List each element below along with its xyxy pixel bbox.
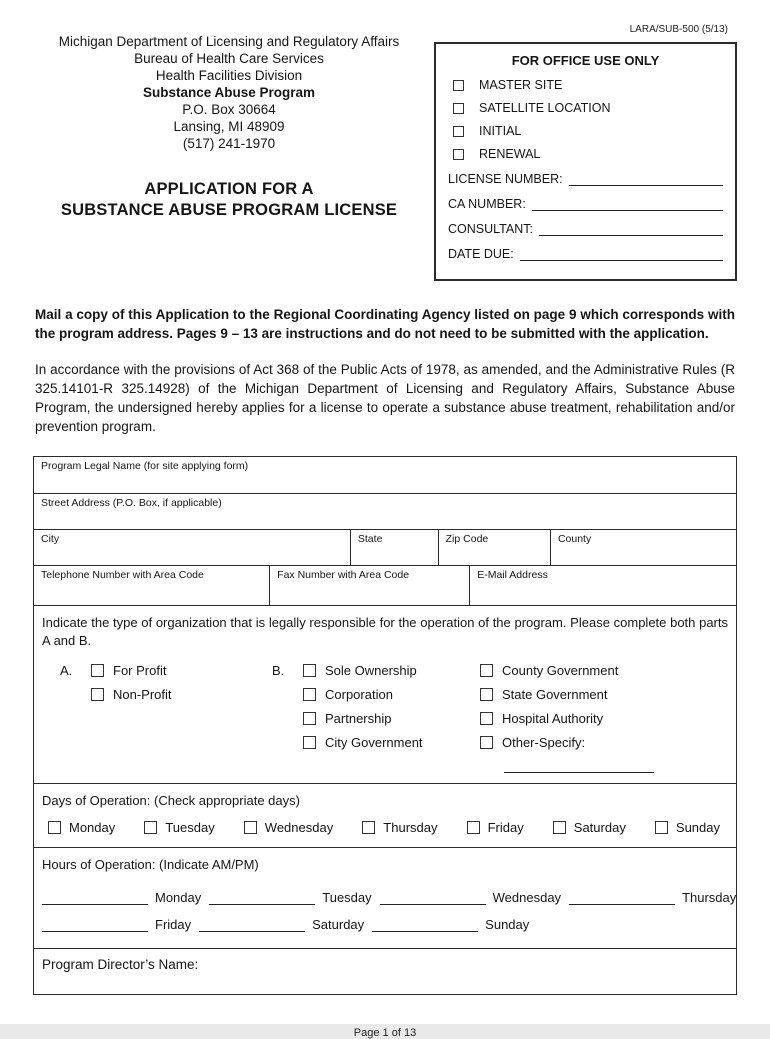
hours-row-1 (34, 874, 736, 905)
email-field[interactable] (469, 566, 736, 605)
agency-line: P.O. Box 30664 (182, 102, 276, 117)
hours-of-operation-row (34, 847, 736, 948)
tuesday-option (144, 820, 214, 835)
sunday-option (655, 820, 720, 835)
ca-number-row (448, 197, 723, 211)
sunday-label: Sunday (675, 820, 720, 835)
monday-hours (42, 890, 201, 905)
friday-label: Friday (487, 820, 524, 835)
street-address-label: Street Address (P.O. Box, if applicable) (41, 497, 222, 509)
sole-ownership-label: Sole Ownership (325, 663, 417, 678)
partnership-option (303, 711, 480, 726)
corporation-option (303, 687, 480, 702)
saturday-checkbox[interactable] (553, 821, 566, 834)
saturday-hours (199, 917, 364, 932)
street-address-row (34, 493, 736, 529)
city-government-option (303, 735, 480, 750)
initial-label: INITIAL (479, 124, 522, 138)
hospital-authority-checkbox[interactable] (480, 712, 493, 725)
zip-code-label: Zip Code (445, 533, 489, 545)
consultant-label: CONSULTANT: (448, 222, 533, 236)
monday-label: Monday (69, 820, 116, 835)
saturday-label: Saturday (573, 820, 626, 835)
wednesday-hours (380, 890, 561, 905)
tuesday-label: Tuesday (165, 820, 215, 835)
friday-hours-blank[interactable] (42, 919, 148, 932)
organization-type-row (34, 605, 736, 783)
friday-hours-label: Friday (155, 917, 192, 932)
saturday-hours-label: Saturday (312, 917, 365, 932)
thursday-hours-blank[interactable] (569, 892, 675, 905)
state-government-checkbox[interactable] (480, 688, 493, 701)
agency-line: Bureau of Health Care Services (134, 51, 324, 66)
corporation-label: Corporation (325, 687, 393, 702)
agency-line: Lansing, MI 48909 (173, 119, 285, 134)
part-a-column (60, 663, 272, 773)
date-due-blank[interactable] (520, 248, 723, 261)
wednesday-label: Wednesday (264, 820, 334, 835)
city-field[interactable] (34, 530, 350, 565)
state-field[interactable] (350, 530, 438, 565)
renewal-label: RENEWAL (479, 147, 541, 161)
license-number-row (448, 172, 723, 186)
form-number: LARA/SUB-500 (5/13) (629, 24, 728, 35)
mail-notice-paragraph: Mail a copy of this Application to the Regional Coordinating Agency listed on page 9 which corresponds with the program address. Pages 9 – 13 are instructions and do not need to be submitted with the application. (35, 307, 735, 341)
program-director-row (34, 948, 736, 994)
application-table (33, 456, 737, 995)
satellite-location-row (453, 101, 723, 115)
saturday-hours-blank[interactable] (199, 919, 305, 932)
telephone-field[interactable] (34, 566, 269, 605)
form-title-line2: SUBSTANCE ABUSE PROGRAM LICENSE (60, 201, 398, 219)
city-government-label: City Government (325, 735, 423, 750)
consultant-row (448, 222, 723, 236)
days-of-operation-section (34, 784, 736, 847)
sole-ownership-checkbox[interactable] (303, 664, 316, 677)
city-state-zip-county-row (34, 529, 736, 565)
page-number: Page 1 of 13 (353, 1027, 417, 1039)
form-title (33, 179, 425, 221)
thursday-checkbox[interactable] (362, 821, 375, 834)
county-label: County (557, 533, 592, 545)
thursday-option (362, 820, 437, 835)
city-government-checkbox[interactable] (303, 736, 316, 749)
initial-row (453, 124, 723, 138)
program-director-label: Program Director’s Name: (42, 957, 199, 972)
renewal-row (453, 147, 723, 161)
program-legal-name-row (34, 457, 736, 493)
hours-of-operation-section (34, 848, 736, 948)
county-field[interactable] (550, 530, 736, 565)
tuesday-checkbox[interactable] (144, 821, 157, 834)
organization-type-section (34, 606, 736, 783)
sunday-hours-blank[interactable] (372, 919, 478, 932)
hours-of-operation-label: Hours of Operation: (Indicate AM/PM) (42, 857, 259, 872)
agency-header (33, 30, 425, 221)
program-legal-name-field[interactable] (34, 457, 736, 493)
ca-number-blank[interactable] (532, 198, 723, 211)
friday-hours (42, 917, 191, 932)
license-number-label: LICENSE NUMBER: (448, 172, 563, 186)
state-government-option (480, 687, 710, 702)
hospital-authority-label: Hospital Authority (502, 711, 604, 726)
corporation-checkbox[interactable] (303, 688, 316, 701)
consultant-blank[interactable] (539, 223, 723, 236)
email-label: E-Mail Address (477, 569, 548, 581)
other-specify-checkbox[interactable] (480, 736, 493, 749)
for-profit-label: For Profit (113, 663, 167, 678)
thursday-hours (569, 890, 736, 905)
friday-checkbox[interactable] (467, 821, 480, 834)
organization-type-intro: Indicate the type of organization that is legally responsible for the operation of the program. Please complete both parts A and B. (42, 615, 728, 648)
accordance-paragraph: In accordance with the provisions of Act 368 of the Public Acts of 1978, as amended, and the Administrative Rules (R 325.14101-R 325.14928) of the Michigan Department of Licensing and Regulatory Affairs, Substance Abuse Program, the undersigned hereby applies for a license to operate a substance abuse treatment, rehabilitation and/or prevention program. (35, 362, 735, 434)
friday-option (467, 820, 524, 835)
other-specify-option (480, 735, 710, 750)
sunday-checkbox[interactable] (655, 821, 668, 834)
wednesday-option (244, 820, 333, 835)
days-of-operation-label: Days of Operation: (Check appropriate days) (42, 793, 300, 808)
days-of-operation-row (34, 783, 736, 847)
monday-hours-blank[interactable] (42, 892, 148, 905)
agency-line: Substance Abuse Program (142, 85, 316, 100)
non-profit-option (91, 687, 272, 702)
license-number-blank[interactable] (569, 173, 723, 186)
satellite-location-label: SATELLITE LOCATION (479, 101, 611, 115)
saturday-option (553, 820, 626, 835)
master-site-row (453, 78, 723, 92)
days-checkbox-row (34, 810, 736, 847)
city-label: City (41, 533, 60, 545)
county-government-label: County Government (502, 663, 619, 678)
sunday-hours (372, 917, 529, 932)
state-government-label: State Government (502, 687, 608, 702)
county-government-checkbox[interactable] (480, 664, 493, 677)
non-profit-label: Non-Profit (113, 687, 172, 702)
wednesday-checkbox[interactable] (244, 821, 257, 834)
master-site-label: MASTER SITE (479, 78, 563, 92)
satellite-location-checkbox[interactable] (453, 103, 464, 114)
part-b-label: B. (272, 663, 285, 678)
agency-line: (517) 241-1970 (182, 136, 276, 151)
date-due-row (448, 247, 723, 261)
renewal-checkbox[interactable] (453, 149, 464, 160)
other-specify-blank[interactable] (504, 761, 654, 773)
office-use-box (434, 42, 737, 281)
part-b-column-2 (480, 663, 710, 773)
wednesday-hours-blank[interactable] (380, 892, 486, 905)
tuesday-hours-blank[interactable] (209, 892, 315, 905)
program-director-field[interactable] (34, 949, 736, 994)
agency-line: Michigan Department of Licensing and Regulatory Affairs (58, 34, 400, 49)
organization-type-grid (34, 653, 736, 773)
part-b-column (272, 663, 480, 773)
partnership-checkbox[interactable] (303, 712, 316, 725)
monday-option (48, 820, 115, 835)
tuesday-hours-label: Tuesday (322, 890, 372, 905)
other-specify-label: Other-Specify: (502, 735, 586, 750)
partnership-label: Partnership (325, 711, 392, 726)
for-profit-option (60, 663, 272, 678)
agency-line: Health Facilities Division (155, 68, 303, 83)
office-use-title: FOR OFFICE USE ONLY (511, 53, 660, 68)
thursday-label: Thursday (383, 820, 438, 835)
sole-ownership-option (272, 663, 480, 678)
monday-hours-label: Monday (155, 890, 202, 905)
initial-checkbox[interactable] (453, 126, 464, 137)
for-profit-checkbox[interactable] (91, 664, 104, 677)
hours-row-2 (34, 905, 736, 936)
part-a-label: A. (60, 663, 73, 678)
header (33, 30, 737, 281)
monday-checkbox[interactable] (48, 821, 61, 834)
zip-code-field[interactable] (438, 530, 550, 565)
program-legal-name-label: Program Legal Name (for site applying form) (41, 460, 249, 472)
hospital-authority-option (480, 711, 710, 726)
phone-fax-email-row (34, 565, 736, 605)
fax-field[interactable] (269, 566, 469, 605)
date-due-label: DATE DUE: (448, 247, 514, 261)
street-address-field[interactable] (34, 494, 736, 529)
fax-label: Fax Number with Area Code (277, 569, 410, 581)
form-title-line1: APPLICATION FOR A (144, 180, 314, 198)
thursday-hours-label: Thursday (682, 890, 737, 905)
master-site-checkbox[interactable] (453, 80, 464, 91)
sunday-hours-label: Sunday (485, 917, 530, 932)
tuesday-hours (209, 890, 371, 905)
telephone-label: Telephone Number with Area Code (41, 569, 204, 581)
wednesday-hours-label: Wednesday (492, 890, 562, 905)
county-government-option (480, 663, 710, 678)
state-label: State (357, 533, 383, 545)
non-profit-checkbox[interactable] (91, 688, 104, 701)
ca-number-label: CA NUMBER: (448, 197, 526, 211)
